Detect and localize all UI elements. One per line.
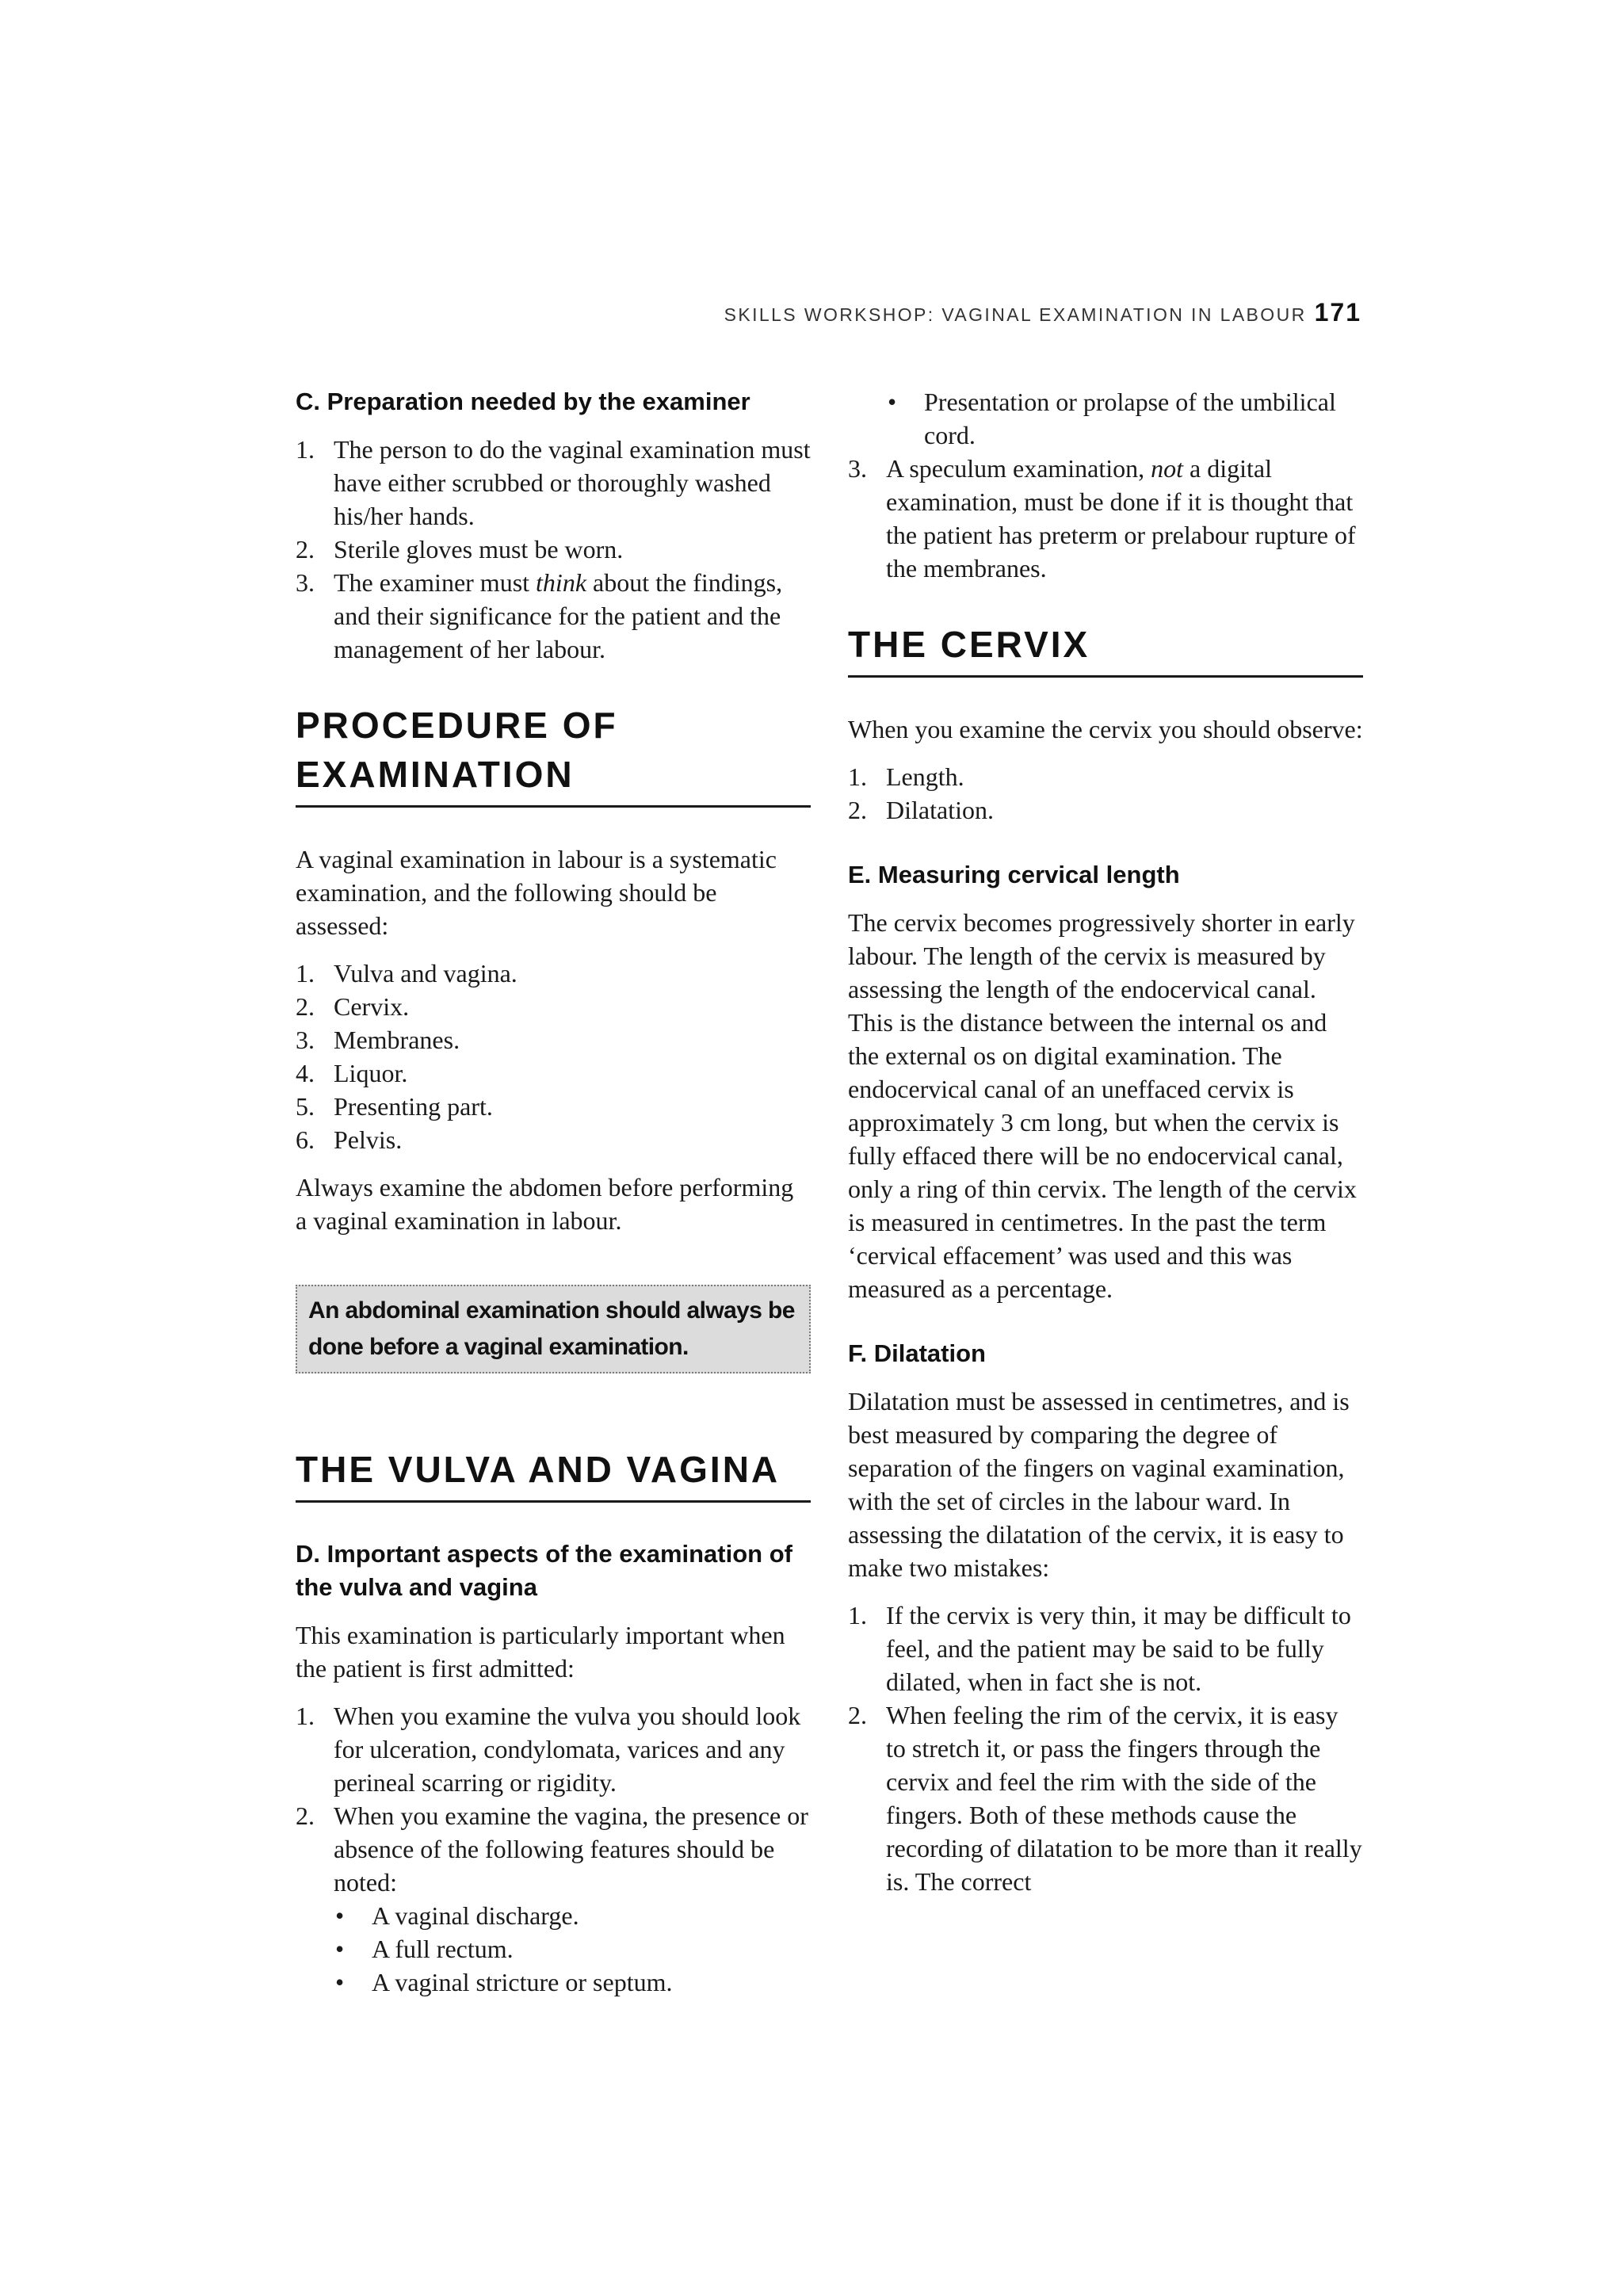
bullet-item: • A vaginal discharge.	[334, 1899, 811, 1932]
section-f-heading: F. Dilatation	[848, 1339, 986, 1367]
right-column	[848, 385, 1363, 1912]
list-item: 2. Dilatation.	[848, 796, 994, 824]
page-number: 171	[1314, 298, 1361, 327]
list-item: 2. Sterile gloves must be worn.	[296, 535, 624, 563]
section-f-text: Dilatation must be assessed in centimetres, and is best measured by comparing the degree of separation of the fingers on vaginal examination, with the set of circles in the labour ward. In assessing the dilatation of the cervix, it is easy to make two mistakes:	[848, 1387, 1350, 1582]
list-item: 1. When you examine the vulva you should look for ulceration, condylomata, varices and any perineal scarring or rigidity.	[296, 1702, 801, 1797]
list-item: 3. The examiner must think about the findings, and their significance for the patient and the management of her labour.	[296, 568, 783, 663]
list-item: 2. When feeling the rim of the cervix, it is easy to stretch it, or pass the fingers through the cervix and feel the rim with the side of the fingers. Both of these methods cause the recording of dilatation to be more than it really is. The correct	[848, 1701, 1362, 1896]
section-e-text: The cervix becomes progressively shorter in early labour. The length of the cervix is measured by assessing the length of the endocervical canal. This is the distance between the internal os and the external os on digital examination. The endocervical canal of an uneffaced cervix is approximately 3 cm long, but when the cervix is fully effaced there will be no endocervical canal, only a ring of thin cervix. The length of the cervix is measured in centimetres. In the past the term ‘cervical effacement’ was used and this was measured as a percentage.	[848, 908, 1357, 1303]
list-item: 4. Liquor.	[296, 1059, 408, 1087]
list-item: 1. Vulva and vagina.	[296, 959, 517, 988]
list-item: 1. Length.	[848, 762, 964, 791]
bullet-item: • Presentation or prolapse of the umbilical cord.	[886, 385, 1363, 452]
list-item	[848, 385, 1363, 452]
list-item: 2. When you examine the vagina, the presence or absence of the following features should be noted: • A vaginal discharge. • A full rectum. • A vaginal stricture or septum.	[296, 1799, 811, 1999]
list-item: 3. Membranes.	[296, 1026, 460, 1054]
list-item: 5. Presenting part.	[296, 1092, 493, 1121]
running-head	[724, 298, 1361, 327]
vulva-intro: This examination is particularly important when the patient is first admitted:	[296, 1621, 785, 1683]
cervix-title: THE CERVIX	[848, 620, 1363, 678]
feature-bullets	[334, 1899, 811, 1999]
procedure-intro: A vaginal examination in labour is a systematic examination, and the following should be assessed:	[296, 845, 777, 940]
list-item: 1. The person to do the vaginal examination must have either scrubbed or thoroughly washed his/her hands.	[296, 435, 811, 530]
assessment-list	[296, 957, 811, 1156]
running-title: SKILLS WORKSHOP: VAGINAL EXAMINATION IN LABOUR	[724, 304, 1307, 325]
list-item: 1. If the cervix is very thin, it may be difficult to feel, and the patient may be said to be fully dilated, when in fact she is not.	[848, 1601, 1351, 1696]
list-item: 3. A speculum examination, not a digital examination, must be done if it is thought that the patient has preterm or prelabour rupture of the membranes.	[848, 454, 1356, 583]
list-item: 2. Cervix.	[296, 992, 410, 1021]
dilatation-list	[848, 1599, 1363, 1898]
list-item: 6. Pelvis.	[296, 1125, 403, 1154]
procedure-note: Always examine the abdomen before performing a vaginal examination in labour.	[296, 1173, 794, 1235]
vulva-title: THE VULVA AND VAGINA	[296, 1445, 811, 1503]
bullet-item: • A full rectum.	[334, 1932, 811, 1966]
bullet-item: • A vaginal stricture or septum.	[334, 1966, 811, 1999]
continued-list	[848, 385, 1363, 585]
callout-box: An abdominal examination should always be done before a vaginal examination.	[296, 1285, 811, 1373]
section-d-heading: D. Important aspects of the examination of the vulva and vagina	[296, 1540, 792, 1601]
section-c-heading: C. Preparation needed by the examiner	[296, 388, 750, 415]
preparation-list	[296, 433, 811, 666]
procedure-title: PROCEDURE OF EXAMINATION	[296, 701, 811, 808]
left-column	[296, 385, 811, 2013]
cervix-intro: When you examine the cervix you should observe:	[848, 715, 1363, 743]
cervix-list	[848, 760, 1363, 827]
vulva-list	[296, 1699, 811, 1999]
section-e-heading: E. Measuring cervical length	[848, 861, 1180, 888]
